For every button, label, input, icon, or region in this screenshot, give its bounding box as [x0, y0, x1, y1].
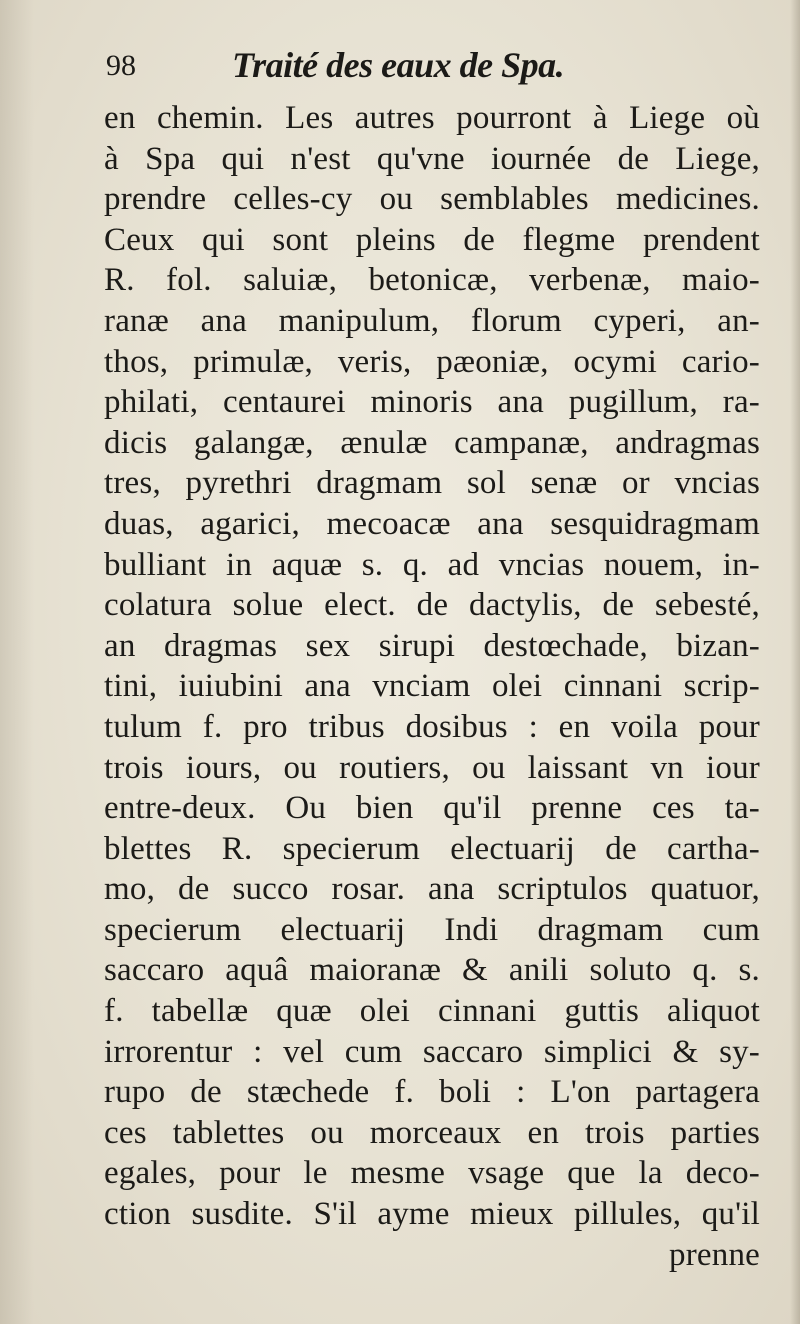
- text-line: saccaro aquâ maioranæ & anili soluto q. s.: [104, 952, 760, 989]
- text-line: ces tablettes ou morceaux en trois parties: [104, 1114, 760, 1151]
- page-header: [106, 44, 666, 94]
- text-line: philati, centaurei minoris ana pugillum, ra-: [104, 384, 760, 421]
- text-line: mo, de succo rosar. ana scriptulos quatuor,: [104, 871, 760, 908]
- text-line: entre-deux. Ou bien qu'il prenne ces ta-: [104, 790, 760, 827]
- text-line: dicis galangæ, ænulæ campanæ, andragmas: [104, 424, 760, 461]
- text-line: an dragmas sex sirupi destœchade, bizan-: [104, 627, 760, 664]
- text-line: thos, primulæ, veris, pæoniæ, ocymi cario-: [104, 343, 760, 380]
- text-line: trois iours, ou routiers, ou laissant vn iour: [104, 749, 760, 786]
- text-line: tini, iuiubini ana vnciam olei cinnani scrip-: [104, 668, 760, 705]
- text-line: à Spa qui n'est qu'vne iournée de Liege,: [104, 140, 760, 177]
- text-line: bulliant in aquæ s. q. ad vncias nouem, in-: [104, 546, 760, 583]
- text-line: ction susdite. S'il ayme mieux pillules, qu'il: [104, 1196, 760, 1233]
- page-number: 98: [106, 49, 136, 82]
- text-line: en chemin. Les autres pourront à Liege où: [104, 100, 760, 136]
- text-line: egales, pour le mesme vsage que la deco-: [104, 1155, 760, 1192]
- text-line: tres, pyrethri dragmam sol senæ or vncias: [104, 465, 760, 502]
- text-line: R. fol. saluiæ, betonicæ, verbenæ, maio-: [104, 262, 760, 299]
- text-line: Ceux qui sont pleins de flegme prendent: [104, 221, 760, 258]
- text-line: prendre celles-cy ou semblables medicines.: [104, 181, 760, 218]
- body-text: [104, 98, 760, 1275]
- text-line: ranæ ana manipulum, florum cyperi, an-: [104, 302, 760, 339]
- text-line: colatura solue elect. de dactylis, de sebesté,: [104, 587, 760, 624]
- text-line: specierum electuarij Indi dragmam cum: [104, 911, 760, 948]
- catchword: prenne: [669, 1236, 760, 1273]
- running-title: Traité des eaux de Spa.: [232, 45, 565, 85]
- text-line: duas, agarici, mecoacæ ana sesquidragmam: [104, 505, 760, 542]
- text-line: rupo de stæchede f. boli : L'on partagera: [104, 1074, 760, 1111]
- text-line: f. tabellæ quæ olei cinnani guttis aliquot: [104, 993, 760, 1030]
- text-line: blettes R. specierum electuarij de cartha-: [104, 830, 760, 867]
- text-line: irrorentur : vel cum saccaro simplici & sy-: [104, 1033, 760, 1070]
- text-line: tulum f. pro tribus dosibus : en voila pour: [104, 708, 760, 745]
